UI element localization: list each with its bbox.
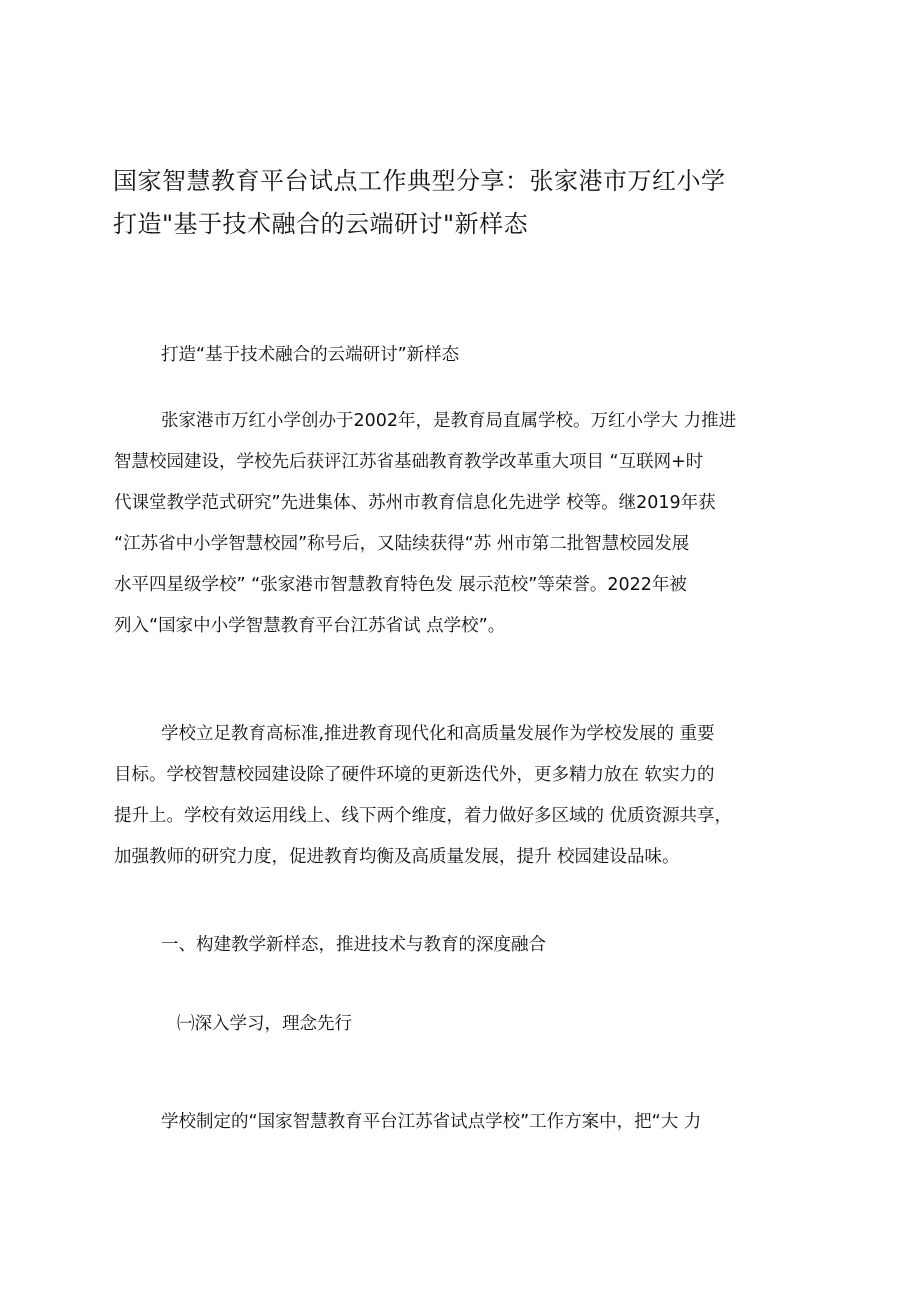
subsection-heading: ㈠深入学习，理念先行	[177, 1014, 352, 1034]
section-heading: 一、构建教学新样态，推进技术与教育的深度融合	[161, 935, 546, 955]
paragraph-plan	[114, 1102, 814, 1143]
paragraph-line: 学校立足教育高标准,推进教育现代化和高质量发展作为学校发展的 重要	[161, 724, 715, 744]
paragraph-line: 列入“国家中小学智慧教育平台江苏省试 点学校”。	[114, 616, 506, 636]
paragraph-line: 目标。学校智慧校园建设除了硬件环境的更新迭代外，更多精力放在 软实力的	[114, 765, 715, 785]
paragraph-line: 提升上。学校有效运用线上、线下两个维度，着力做好多区域的 优质资源共享，	[114, 806, 733, 826]
title-line: 国家智慧教育平台试点工作典型分享：张家港市万红小学	[113, 167, 726, 195]
paragraph-line: “江苏省中小学智慧校园”称号后，又陆续获得“苏 州市第二批智慧校园发展	[114, 534, 690, 554]
paragraph-goals	[114, 714, 814, 878]
paragraph-line: 张家港市万红小学创办于2002年，是教育局直属学校。万红小学大 力推进	[161, 411, 737, 431]
paragraph-line: 水平四星级学校” “张家港市智慧教育特色发 展示范校”等荣誉。2022年被	[114, 575, 687, 595]
title-line: 打造"基于技术融合的云端研讨"新样态	[113, 210, 529, 238]
paragraph-intro	[114, 401, 814, 647]
paragraph-line: 加强教师的研究力度，促进教育均衡及高质量发展，提升 校园建设品味。	[114, 847, 680, 867]
article-subtitle: 打造“基于技术融合的云端研讨”新样态	[161, 345, 460, 365]
paragraph-line: 学校制定的“国家智慧教育平台江苏省试点学校”工作方案中，把“大 力	[161, 1112, 702, 1132]
paragraph-line: 智慧校园建设，学校先后获评江苏省基础教育教学改革重大项目 “互联网+时	[114, 452, 704, 472]
paragraph-line: 代课堂教学范式研究”先进集体、苏州市教育信息化先进学 校等。继2019年获	[114, 493, 716, 513]
document-title	[113, 160, 813, 246]
